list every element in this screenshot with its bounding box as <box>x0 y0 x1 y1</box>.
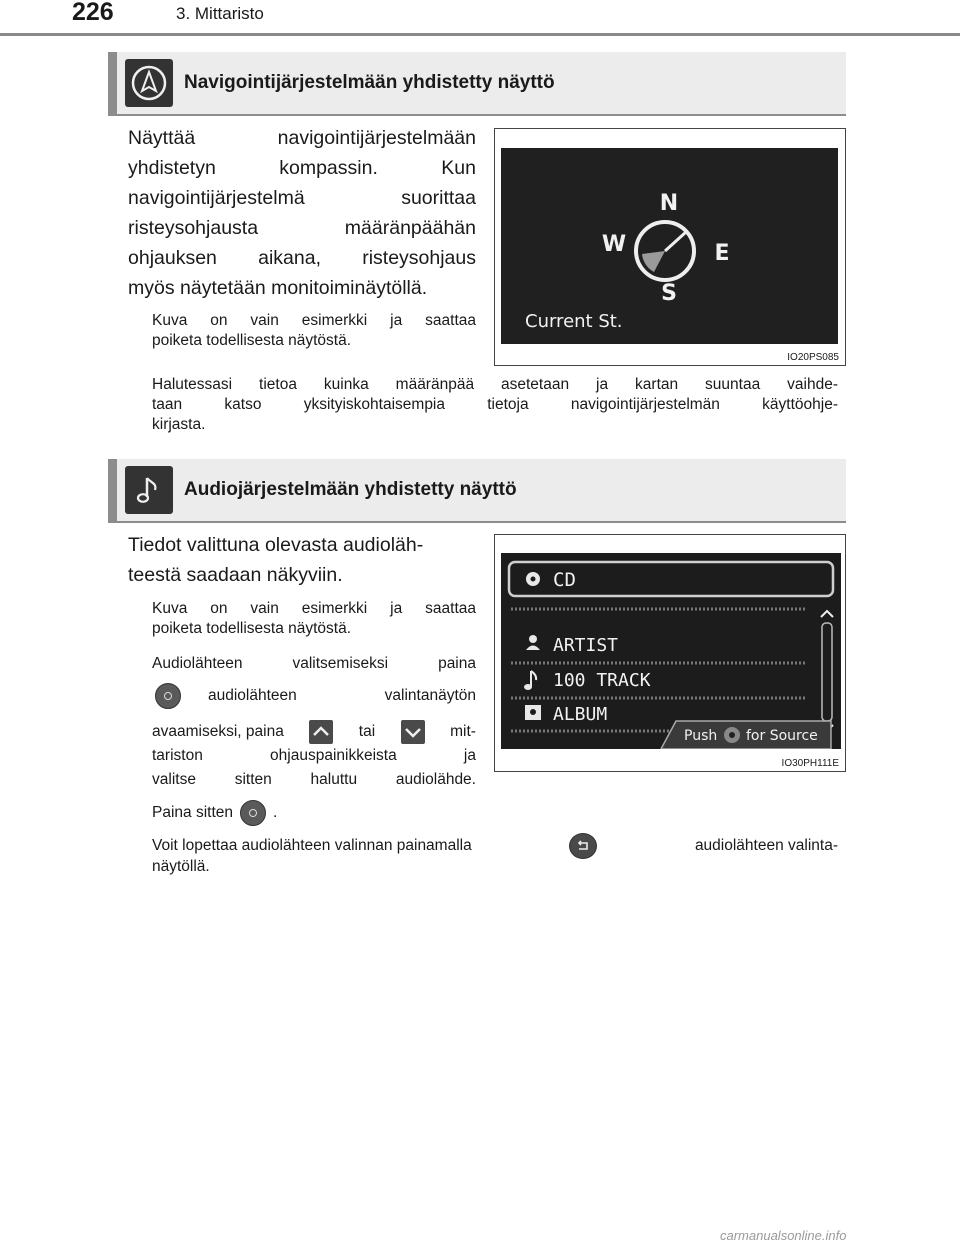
audio-note-line: poiketa todellisesta näytöstä. <box>152 620 352 637</box>
nav-footnote-line: Halutessasi tietoa kuinka määränpää asetetaan ja kartan suuntaa vaihde- <box>152 376 838 393</box>
compass-figure <box>494 128 846 366</box>
press-then-period: . <box>273 804 278 821</box>
instr-line-3 <box>152 720 476 744</box>
instr-line-2: audiolähteen valintanäytön <box>208 687 476 704</box>
compass-graphic <box>501 148 838 344</box>
nav-lead-line: risteysohjausta määränpäähän <box>128 217 476 239</box>
compass-screen <box>501 148 838 344</box>
nav-footnote <box>152 375 838 435</box>
cancel-text-b: audiolähteen valinta- <box>694 837 838 854</box>
list-item-album: ALBUM <box>553 704 608 725</box>
nav-lead-line: yhdistetyn kompassin. Kun <box>128 157 476 179</box>
chapter-title: 3. Mittaristo <box>176 4 264 23</box>
audio-section-banner <box>108 459 846 523</box>
instr-line-5: valitse sitten haluttu audiolähde. <box>152 771 476 788</box>
cancel-text-a: Voit lopettaa audiolähteen valinnan painamalla <box>152 837 472 854</box>
list-item-track: 100 TRACK <box>553 670 651 691</box>
cancel-line-2: näytöllä. <box>152 858 210 875</box>
audio-lead-text <box>128 530 476 590</box>
for-source-label: for Source <box>746 728 818 744</box>
audio-lead-line: teestä saadaan näkyviin. <box>128 564 343 586</box>
compass-s-label: S <box>661 281 677 306</box>
page-number: 226 <box>72 0 114 26</box>
nav-footnote-line: kirjasta. <box>152 416 206 433</box>
select-button-icon <box>155 683 181 709</box>
nav-note <box>152 311 476 351</box>
nav-lead-line: ohjauksen aikana, risteysohjaus <box>128 247 476 269</box>
instr-line-4: tariston ohjauspainikkeista ja <box>152 747 476 764</box>
audio-source-graphic <box>501 553 841 749</box>
press-then-text: Paina sitten <box>152 804 233 821</box>
compass-e-label: E <box>714 241 730 266</box>
nav-footnote-line: taan katso yksityiskohtaisempia tietoja navigointijärjestelmän käyttöohje- <box>152 396 838 413</box>
down-arrow-button-icon <box>401 720 425 744</box>
nav-section-banner <box>108 52 846 116</box>
nav-note-line: poiketa todellisesta näytöstä. <box>152 332 352 349</box>
watermark: carmanualsonline.info <box>720 1228 847 1243</box>
source-cd-label: CD <box>553 569 576 591</box>
nav-note-line: Kuva on vain esimerkki ja saattaa <box>152 312 476 329</box>
navigation-arrow-icon <box>125 59 173 107</box>
instr-line-3-b: tai <box>358 723 376 740</box>
press-then-line <box>152 800 277 826</box>
audio-figure <box>494 534 846 772</box>
compass-w-label: W <box>601 232 627 257</box>
audio-lead-line: Tiedot valittuna olevasta audioläh- <box>128 534 424 556</box>
figure-code: IO30PH111E <box>781 758 839 769</box>
instr-line-3-c: mit- <box>450 723 476 740</box>
up-arrow-button-icon <box>309 720 333 744</box>
figure-code: IO20PS085 <box>787 352 839 363</box>
compass-n-label: N <box>659 191 679 216</box>
audio-note <box>152 599 476 639</box>
banner-bar <box>108 459 117 521</box>
list-item-artist: ARTIST <box>553 635 619 656</box>
audio-note-line: Kuva on vain esimerkki ja saattaa <box>152 600 476 617</box>
instr-line-1: Audiolähteen valitsemiseksi paina <box>152 655 476 672</box>
header-rule <box>0 33 960 36</box>
nav-lead-line: myös näytetään monitoiminäytöllä. <box>128 277 428 299</box>
music-note-icon <box>125 466 173 514</box>
instr-line-3-a: avaamiseksi, paina <box>152 723 284 740</box>
nav-section-title: Navigointijärjestelmään yhdistetty näyttö <box>184 72 555 93</box>
nav-lead-text <box>128 123 476 303</box>
current-street-label: Current St. <box>525 311 623 332</box>
banner-bar <box>108 52 117 114</box>
push-label: Push <box>684 728 718 744</box>
audio-section-title: Audiojärjestelmään yhdistetty näyttö <box>184 479 517 500</box>
nav-lead-line: navigointijärjestelmä suorittaa <box>128 187 476 209</box>
select-button-icon <box>240 800 266 826</box>
audio-screen <box>501 553 841 749</box>
cancel-line <box>152 833 838 859</box>
back-button-icon <box>569 833 597 859</box>
nav-lead-line: Näyttää navigointijärjestelmään <box>128 127 476 149</box>
